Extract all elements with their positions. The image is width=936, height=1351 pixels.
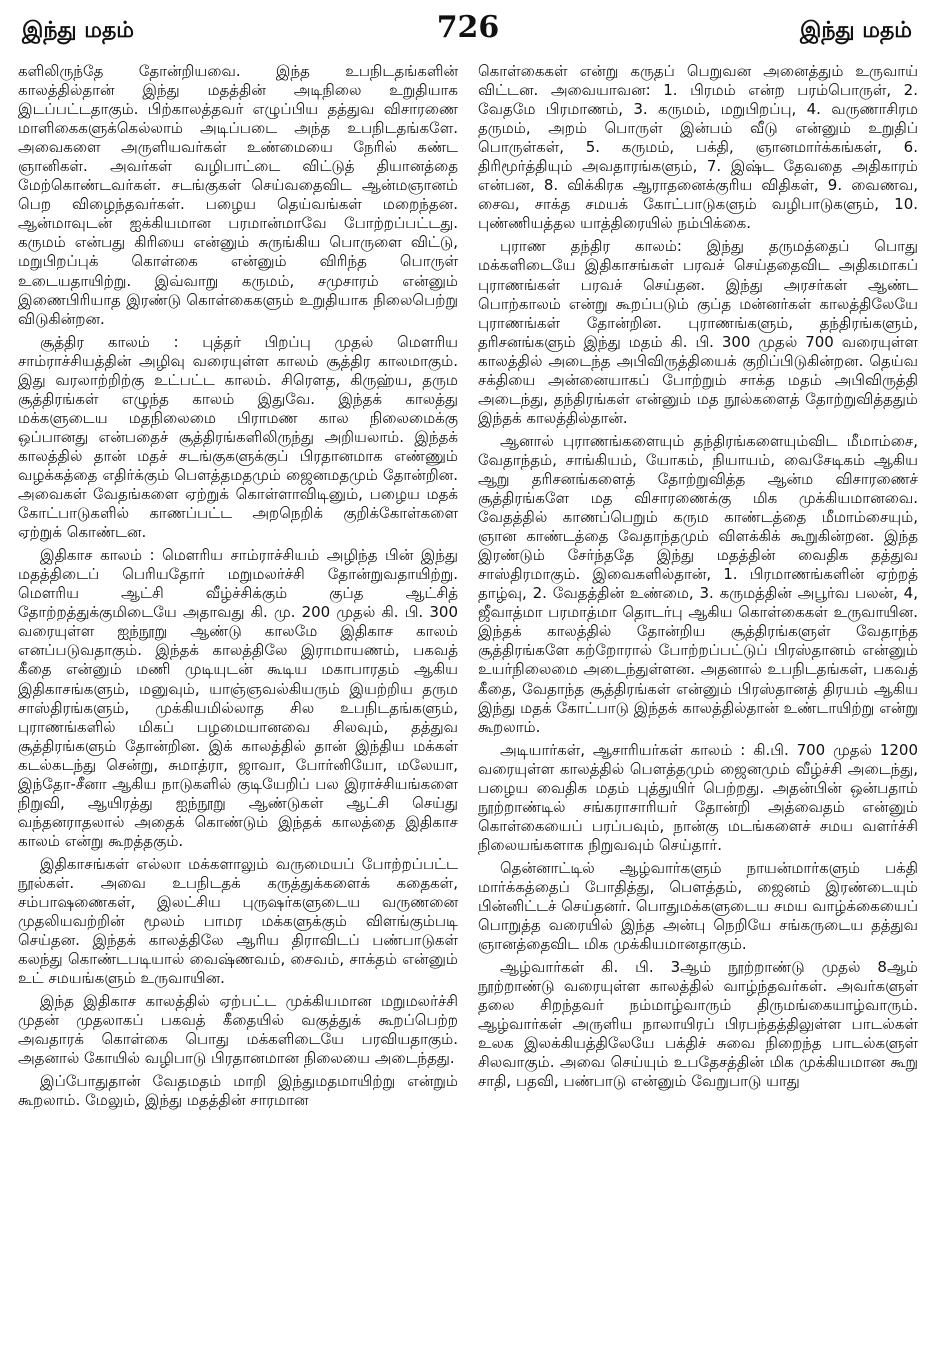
paragraph: இந்த இதிகாச காலத்தில் ஏற்பட்ட முக்கியமான மறுமலர்ச்சி முதன் முதலாகப் பகவத் கீதையில் வகுத்துக் கூறப்பெற்ற அவதாரக் கொள்கை பொது மக்களிடையே பரவியதாகும். அதனால் கோயில் வழிபாடு பிரதானமான நிலையை அடைந்தது.: [18, 992, 458, 1068]
paragraph: கொள்கைகள் என்று கருதப் பெறுவன அனைத்தும் உருவாய் விட்டன. அவையாவன: 1. பிரமம் என்ற பரம்பொருள், 2. வேதமே பிரமாணம், 3. கருமம், மறுபிறப்பு, 4. வருணாசிரம தருமம், அறம் பொருள் இன்பம் வீடு என்னும் உறுதிப் பொருள்கள், 5. கருமம், பக்தி, ஞானமார்க்கங்கள், 6. திரிமூர்த்தியும் அவதாரங்களும், 7. இஷ்ட தேவதை அதிகாரம் என்பன, 8. விக்கிரக ஆராதனைக்குரிய விதிகள், 9. வைணவ, சைவ, சாக்த சமயக் கோட்பாடுகளும் வழிபாடுகளும், 10. புண்ணியத்தல யாத்திரையில் நம்பிக்கை.: [478, 62, 918, 233]
left-column: [18, 62, 458, 1343]
paragraph: ஆனால் புராணங்களையும் தந்திரங்களையும்விட மீமாம்சை, வேதாந்தம், சாங்கியம், யோகம், நியாயம், வைசேடிகம் ஆகிய ஆறு தரிசனங்களைத் தோற்றுவித்த ஆன்ம விசாரணைச் சூத்திரங்களே மத விசாரணைக்கு மிக முக்கியமானவை. வேதத்தில் காணப்பெறும் கரும காண்டத்தை மீமாம்சையும், ஞான காண்டத்தை வேதாந்தமும் விளக்கிக் கூறுகின்றன. இந்த இரண்டும் சேர்ந்ததே இந்து மதத்தின் வைதிக தத்துவ சாஸ்திரமாகும். இவைகளில்தான், 1. பிரமாணங்களின் ஏற்றத் தாழ்வு, 2. வேதத்தின் உண்மை, 3. கருமத்தின் அபூர்வ பலன், 4, ஜீவாத்மா பரமாத்மா தொடர்பு ஆகிய கொள்கைகள் உருவாயின. இந்தக் காலத்தில் தோன்றிய சூத்திரங்களுள் வேதாந்த சூத்திரங்களே கற்றோரால் போற்றப்பட்டுப் பிரஸ்தானம் என்னும் உயர்நிலைமை அடைந்துள்ளன. அதனால் உபநிடதங்கள், பகவத் கீதை, வேதாந்த சூத்திரங்கள் என்னும் பிரஸ்தானத் திரயம் ஆகிய இந்து மதக் கோட்பாடு இந்தக் காலத்தில்தான் உண்டாயிற்று என்று கூறலாம்.: [478, 431, 918, 736]
paragraph: ஆழ்வார்கள் கி. பி. 3ஆம் நூற்றாண்டு முதல் 8ஆம் நூற்றாண்டு வரையுள்ள காலத்தில் வாழ்ந்தவர்கள். அவர்களுள் தலை சிறந்தவர் நம்மாழ்வாரும் திருமங்கையாழ்வாரும். ஆழ்வார்கள் அருளிய நாலாயிரப் பிரபந்தத்திலுள்ள பாடல்கள் உலக இலக்கியத்திலேயே பக்திச் சுவை நிறைந்த பாடல்களுள் சிலவாகும். அவை செய்யும் உபதேசத்தின் மிக முக்கியமான கூறு சாதி, பதவி, பண்பாடு என்னும் வேறுபாடு யாது: [478, 958, 918, 1091]
paragraph: இதிகாசங்கள் எல்லா மக்களாலும் வருமையப் போற்றப்பட்ட நூல்கள். அவை உபநிடதக் கருத்துக்களைக் கதைகள், சம்பாஷணைகள், இலட்சிய புருஷர்களுடைய வருணனை முதலியவற்றின் மூலம் பாமர மக்களுக்கும் விளங்கும்படி செய்தன. இந்தக் காலத்திலே ஆரிய திராவிடப் பண்பாடுகள் கலந்து கொண்டபடியால் வைஷ்ணவம், சைவம், சாக்தம் என்னும் உட் சமயங்களும் உருவாயின.: [18, 854, 458, 988]
paragraph: இதிகாச காலம் : மௌரிய சாம்ராச்சியம் அழிந்த பின் இந்து மதத்திடைப் பெரியதோர் மறுமலர்ச்சி தோன்றுவதாயிற்று. மௌரிய ஆட்சி வீழ்ச்சிக்கும் குப்த ஆட்சித் தோற்றத்துக்குமிடையே அதாவது கி. மு. 200 முதல் கி. பி. 300 வரையுள்ள ஐந்நூறு ஆண்டு காலமே இதிகாச காலம் எனப்படுவதாகும். இந்தக் காலத்திலே இராமாயணம், பகவத் கீதை என்னும் மணி முடியுடன் கூடிய மகாபாரதம் ஆகிய இதிகாசங்களும், மனுவும், யாஞ்ஞவல்கியரும் இயற்றிய தரும சாஸ்திரங்களும், முக்கியமில்லாத சில உபநிடதங்களும், புராணங்களில் மிகப் பழமையானவை சிலவும், தத்துவ சூத்திரங்களும் தோன்றின. இக் காலத்தில் தான் இந்திய மக்கள் கடல்கடந்து சென்று, சுமாத்ரா, ஜாவா, போர்னியோ, மலேயா, இந்தோ-சீனா ஆகிய நாடுகளில் குடியேறிப் பல இராச்சியங்களை நிறுவி, ஆயிரத்து ஐந்நூறு ஆண்டுகள் ஆட்சி செய்து வந்தனராதலால் அதைக் கொண்டும் இந்தக் காலத்தை இதிகாச காலம் என்று கூறத்தகும்.: [18, 546, 458, 850]
running-title-right: இந்து மதம்: [800, 18, 912, 43]
paragraph: அடியார்கள், ஆசாரியர்கள் காலம் : கி.பி. 700 முதல் 1200 வரையுள்ள காலத்தில் பௌத்தமும் ஜைனமும் வீழ்ச்சி அடைந்து, பழைய வைதிக மதம் புத்துயிர் பெற்றது. அதன்பின் ஒன்பதாம் நூற்றாண்டில் சங்கராசாரியர் தோன்றி அத்வைதம் என்னும் கொள்கையைப் பரப்பவும், நான்கு மடங்களைச் சமய வளர்ச்சி நிலையங்களாக நிறுவவும் செய்தார்.: [478, 740, 918, 854]
paragraph: சூத்திர காலம் : புத்தர் பிறப்பு முதல் மௌரிய சாம்ராச்சியத்தின் அழிவு வரையுள்ள காலம் சூத்திர காலமாகும். இது வரலாற்றிற்கு உட்பட்ட காலம். சிரௌத, கிருஹ்ய, தரும சூத்திரங்கள் எழுந்த காலம் இதுவே. இந்தக் காலத்து மக்களுடைய மதநிலைமை பிராமண கால நிலைமைக்கு ஒப்பானது என்பதைச் சூத்திரங்களிலிருந்து அறியலாம். இந்தக் காலத்தில் தான் மதச் சடங்குகளுக்குப் பிரதானமாக எண்ணும் வழக்கத்தை எதிர்க்கும் பௌத்தமதமும் ஜைனமதமும் தோன்றின. அவைகள் வேதங்களை ஏற்றுக் கொள்ளாவிடினும், பழைய மதக் கோட்பாடுகளில் காணப்பட்ட அறநெறிக் குறிக்கோள்களை ஏற்றுக் கொண்டன.: [18, 332, 458, 542]
paragraph: தென்னாட்டில் ஆழ்வார்களும் நாயன்மார்களும் பக்தி மார்க்கத்தைப் போதித்து, பௌத்தம், ஜைனம் இரண்டையும் பின்னிட்டச் செய்தனர். பொதுமக்களுடைய சமய வாழ்க்கையைப் பொறுத்த வரையில் இந்த அன்பு நெறியே சங்கருடைய தத்துவ ஞானத்தைவிட மிக முக்கியமானதாகும்.: [478, 858, 918, 954]
page-number: 726: [436, 10, 500, 45]
page-header: [14, 10, 922, 58]
paragraph: களிலிருந்தே தோன்றியவை. இந்த உபநிடதங்களின் காலத்தில்தான் இந்து மதத்தின் அடிநிலை உறுதியாக இடப்பட்டதாகும். பிற்காலத்தவர் எழுப்பிய தத்துவ விசாரணை மாளிகைகளுக்கெல்லாம் அடிப்படை அந்த உபநிடதங்களே. அவைகளை அருளியவர்கள் உண்மையை நேரில் கண்ட ஞானிகள். அவர்கள் வழிபாட்டை விட்டுத் தியானத்தை மேற்கொண்டவர்கள். சடங்குகள் செய்வதைவிட ஆன்மஞானம் பெற விழைந்தவர்கள். பழைய தெய்வங்கள் மறைந்தன. ஆன்மாவுடன் ஐக்கியமான பரமான்மாவே போற்றப்பட்டது. கருமம் என்பது கிரியை என்னும் சுருங்கிய பொருளை விட்டு, மறுபிறப்புக் கொள்கை என்னும் விரிந்த பொருள் உடையதாயிற்று. இவ்வாறு கருமம், சமுசாரம் என்னும் இணைபிரியாத இரண்டு கொள்கைகளும் உறுதியாக நிலைபெற்று விடுகின்றன.: [18, 62, 458, 328]
running-title-left: இந்து மதம்: [22, 18, 134, 43]
right-column: [478, 62, 918, 1343]
paragraph: புராண தந்திர காலம்: இந்து தருமத்தைப் பொது மக்களிடையே இதிகாசங்கள் பரவச் செய்ததைவிட அதிகமாகப் புராணங்கள் பரவச் செய்தன. இந்து அரசர்கள் ஆண்ட பொற்காலம் என்று கூறப்படும் குப்த மன்னர்கள் காலத்திலேயே புராணங்கள் தோன்றின. புராணங்களும், தந்திரங்களும், தரிசனங்களும் இந்து மதம் கி. பி. 300 முதல் 700 வரையுள்ள காலத்தில் அடைந்த அபிவிருத்தியைக் குறிப்பிடுகின்றன. தெய்வ சக்தியை அன்னையாகப் போற்றும் சாக்த மதம் அபிவிருத்தி அடைந்து, தந்திரங்கள் என்னும் மத நூல்களைத் தோற்றுவித்ததும் இந்தக் காலத்தில்தான்.: [478, 237, 918, 427]
paragraph: இப்போதுதான் வேதமதம் மாறி இந்துமதமாயிற்று என்றும் கூறலாம். மேலும், இந்து மதத்தின் சாரமான: [18, 1072, 458, 1110]
text-columns: [18, 62, 918, 1343]
